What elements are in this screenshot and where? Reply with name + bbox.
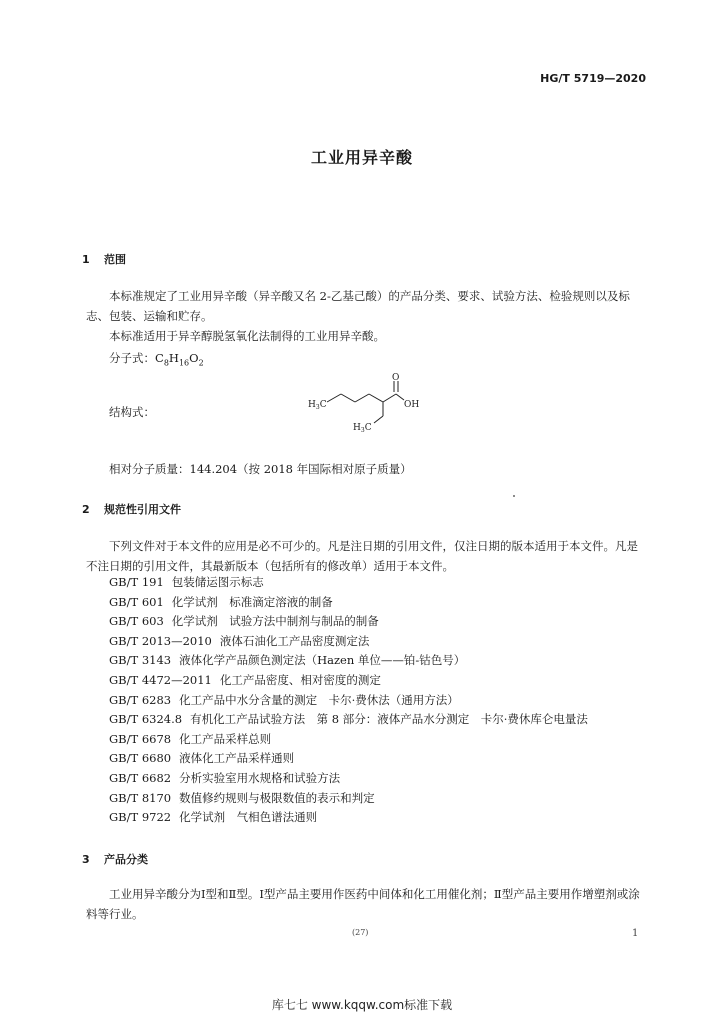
- reference-title: 化学试剂 气相色谱法通则: [179, 810, 318, 825]
- document-title: 工业用异辛酸: [310, 148, 413, 167]
- section-2-number: 2: [82, 503, 90, 516]
- reference-title: 化学试剂 标准滴定溶液的制备: [171, 594, 333, 609]
- reference-code: GB/T 6682: [109, 770, 172, 785]
- reference-title: 数值修约规则与极限数值的表示和判定: [179, 790, 375, 805]
- structural-formula: [308, 372, 438, 442]
- normative-references-list: [109, 573, 588, 828]
- reference-item: [109, 671, 588, 691]
- formula-o: O: [189, 351, 199, 365]
- reference-code: GB/T 9722: [109, 810, 172, 825]
- reference-item: [109, 691, 588, 711]
- reference-item: [109, 808, 588, 828]
- section-2-heading: [82, 501, 181, 517]
- hydroxyl-group: OH: [404, 400, 420, 410]
- section-1-paragraph-1: 本标准规定了工业用异辛酸（异辛酸又名 2-乙基己酸）的产品分类、要求、试验方法、检验规则以及标志、包装、运输和贮存。: [86, 289, 630, 323]
- section-3-title: 产品分类: [104, 853, 148, 866]
- download-watermark: 库七七 www.kqqw.com标准下载: [271, 998, 453, 1012]
- formula-c: C: [155, 351, 164, 365]
- formula-c-count: 8: [163, 358, 169, 368]
- formula-o-count: 2: [198, 358, 204, 368]
- reference-title: 液体化工产品采样通则: [179, 751, 295, 766]
- reference-code: GB/T 3143: [109, 653, 172, 668]
- reference-code: GB/T 6678: [109, 731, 172, 746]
- reference-title: 化工产品密度、相对密度的测定: [219, 672, 381, 687]
- formula-h: H: [168, 351, 179, 365]
- page-number: 1: [632, 928, 639, 939]
- reference-code: GB/T 191: [109, 575, 164, 589]
- section-3-paragraph-1: 工业用异辛酸分为Ⅰ型和Ⅱ型。Ⅰ型产品主要用作医药中间体和化工用催化剂；Ⅱ型产品主要用作增塑剂或涂料等行业。: [86, 887, 640, 921]
- structure-label: 结构式：: [109, 405, 155, 419]
- reference-item: [109, 632, 588, 652]
- section-3-heading: [82, 851, 148, 867]
- reference-title: 化学试剂 试验方法中制剂与制品的制备: [171, 614, 379, 629]
- reference-item: [109, 749, 588, 769]
- reference-code: GB/T 6680: [109, 751, 172, 766]
- reference-code: GB/T 6283: [109, 692, 172, 707]
- reference-title: 化工产品采样总则: [179, 731, 272, 746]
- section-1-number: 1: [82, 253, 90, 266]
- reference-title: 有机化工产品试验方法 第 8 部分：液体产品水分测定 卡尔·费休库仑电量法: [190, 712, 588, 727]
- reference-item: [109, 730, 588, 750]
- reference-title: 包装储运图示标志: [171, 575, 264, 589]
- formula-h-count: 16: [178, 358, 190, 368]
- scan-speck: [513, 495, 515, 497]
- reference-code: GB/T 2013—2010: [109, 633, 212, 648]
- reference-item: [109, 593, 588, 613]
- reference-item: [109, 651, 588, 671]
- relative-molecular-mass: 相对分子质量：144.204（按 2018 年国际相对原子质量）: [109, 462, 412, 476]
- page-mark: (27): [352, 928, 369, 937]
- left-methyl-group: $H_3C$: [308, 400, 327, 411]
- reference-code: GB/T 603: [109, 614, 164, 629]
- reference-item: [109, 789, 588, 809]
- reference-code: GB/T 601: [109, 594, 164, 609]
- molecular-formula: [109, 350, 204, 367]
- reference-item: [109, 573, 588, 593]
- standard-code: HG/T 5719—2020: [540, 72, 646, 85]
- reference-title: 化工产品中水分含量的测定 卡尔·费休法（通用方法）: [179, 692, 459, 707]
- structural-formula-drawing: [308, 372, 438, 438]
- bottom-methyl-group: $H_3C$: [353, 423, 372, 434]
- section-3-number: 3: [82, 853, 90, 866]
- formula-label: 分子式：: [109, 351, 155, 365]
- reference-item: [109, 710, 588, 730]
- reference-code: GB/T 8170: [109, 790, 172, 805]
- reference-item: [109, 612, 588, 632]
- reference-code: GB/T 4472—2011: [109, 672, 212, 687]
- section-1-title: 范围: [104, 253, 126, 266]
- reference-item: [109, 769, 588, 789]
- reference-code: GB/T 6324.8: [109, 712, 183, 727]
- section-2-paragraph-1: 下列文件对于本文件的应用是必不可少的。凡是注日期的引用文件，仅注日期的版本适用于本文件。凡是不注日期的引用文件，其最新版本（包括所有的修改单）适用于本文件。: [86, 539, 638, 573]
- carbonyl-oxygen: O: [392, 373, 400, 383]
- reference-title: 分析实验室用水规格和试验方法: [179, 770, 341, 785]
- section-1-heading: [82, 251, 126, 267]
- reference-title: 液体石油化工产品密度测定法: [219, 633, 370, 648]
- section-2-title: 规范性引用文件: [104, 503, 181, 516]
- reference-title: 液体化学产品颜色测定法（Hazen 单位——铂-钴色号）: [179, 653, 466, 668]
- section-1-paragraph-2: 本标准适用于异辛醇脱氢氧化法制得的工业用异辛酸。: [109, 329, 385, 343]
